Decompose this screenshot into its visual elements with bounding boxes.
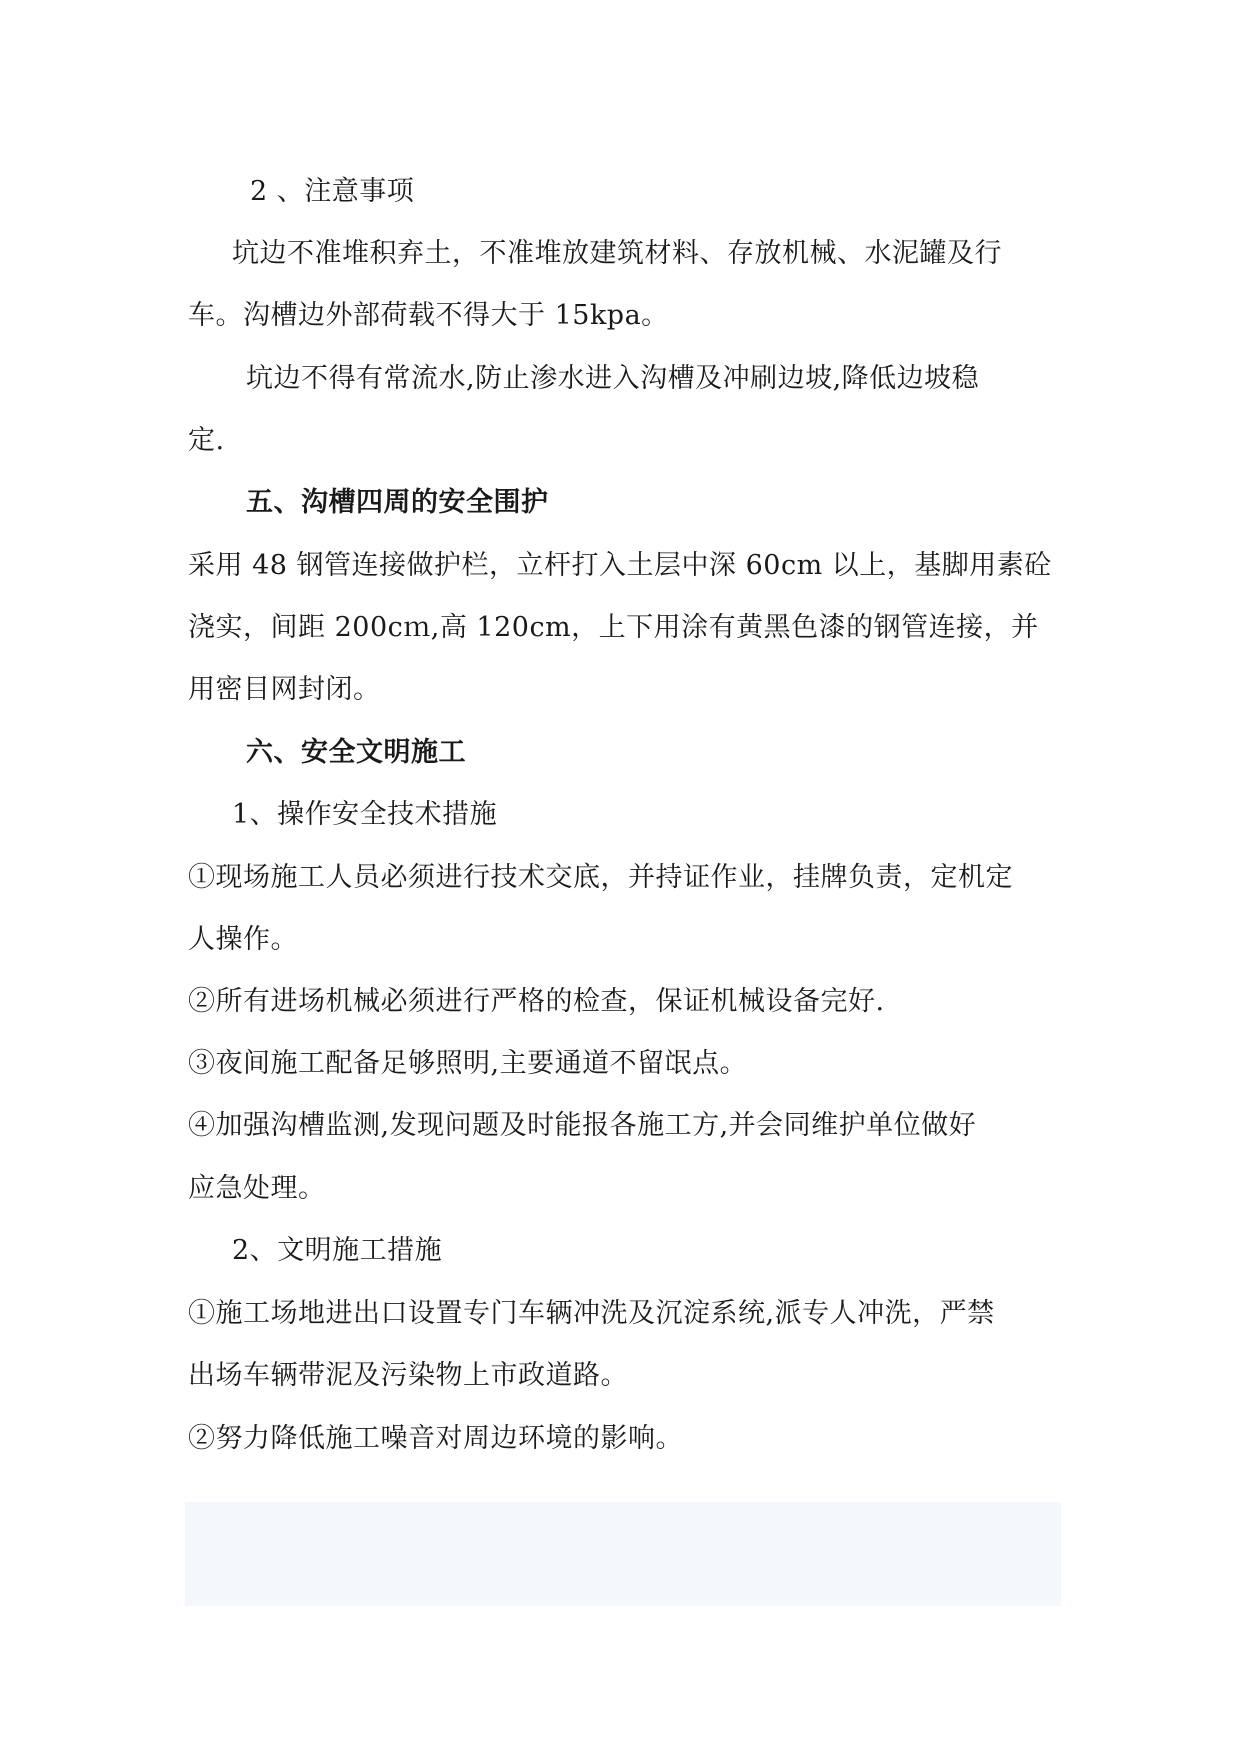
paragraph-line: 用密目网封闭。	[188, 674, 381, 705]
list-item: ②努力降低施工噪音对周边环境的影响。	[188, 1423, 683, 1454]
list-item: ①施工场地进出口设置专门车辆冲洗及沉淀系统,派专人冲洗，严禁	[188, 1298, 995, 1329]
paragraph-line: 采用 48 钢管连接做护栏，立杆打入土层中深 60cm 以上，基脚用素砼	[188, 550, 1052, 581]
paragraph-line: 人操作。	[188, 924, 298, 955]
paragraph-line: 出场车辆带泥及污染物上市政道路。	[188, 1360, 628, 1391]
paragraph-line: 车。沟槽边外部荷载不得大于 15kpa。	[188, 300, 669, 331]
list-item: ④加强沟槽监测,发现问题及时能报各施工方,并会同维护单位做好	[188, 1110, 977, 1141]
paragraph-line: 浇实，间距 200cｍ,高 120cm，上下用涂有黄黑色漆的钢管连接，并	[188, 612, 1039, 643]
paragraph-line: 坑边不准堆积弃土，不准堆放建筑材料、存放机械、水泥罐及行	[232, 238, 1002, 269]
paragraph-line: 坑边不得有常流水,防止渗水进入沟槽及冲刷边坡,降低边坡稳	[246, 363, 980, 394]
list-item: ③夜间施工配备足够照明,主要通道不留氓点。	[188, 1048, 748, 1079]
list-item: ②所有进场机械必须进行严格的检查，保证机械设备完好.	[188, 986, 885, 1017]
list-item: ①现场施工人员必须进行技术交底，并持证作业，挂牌负责，定机定	[188, 862, 1013, 893]
paragraph-line: 定.	[188, 425, 225, 456]
paragraph-line: 应急处理。	[188, 1173, 326, 1204]
subsection-heading-civilized-measures: 2、文明施工措施	[232, 1235, 443, 1266]
blank-shaded-area	[185, 1502, 1061, 1606]
subsection-heading-operation-safety: 1、操作安全技术措施	[232, 799, 498, 830]
section-heading-civilized-construction: 六、安全文明施工	[246, 737, 466, 768]
subsection-heading-notes: 2 、注意事项	[250, 176, 415, 207]
section-heading-safety-fence: 五、沟槽四周的安全围护	[246, 487, 549, 518]
